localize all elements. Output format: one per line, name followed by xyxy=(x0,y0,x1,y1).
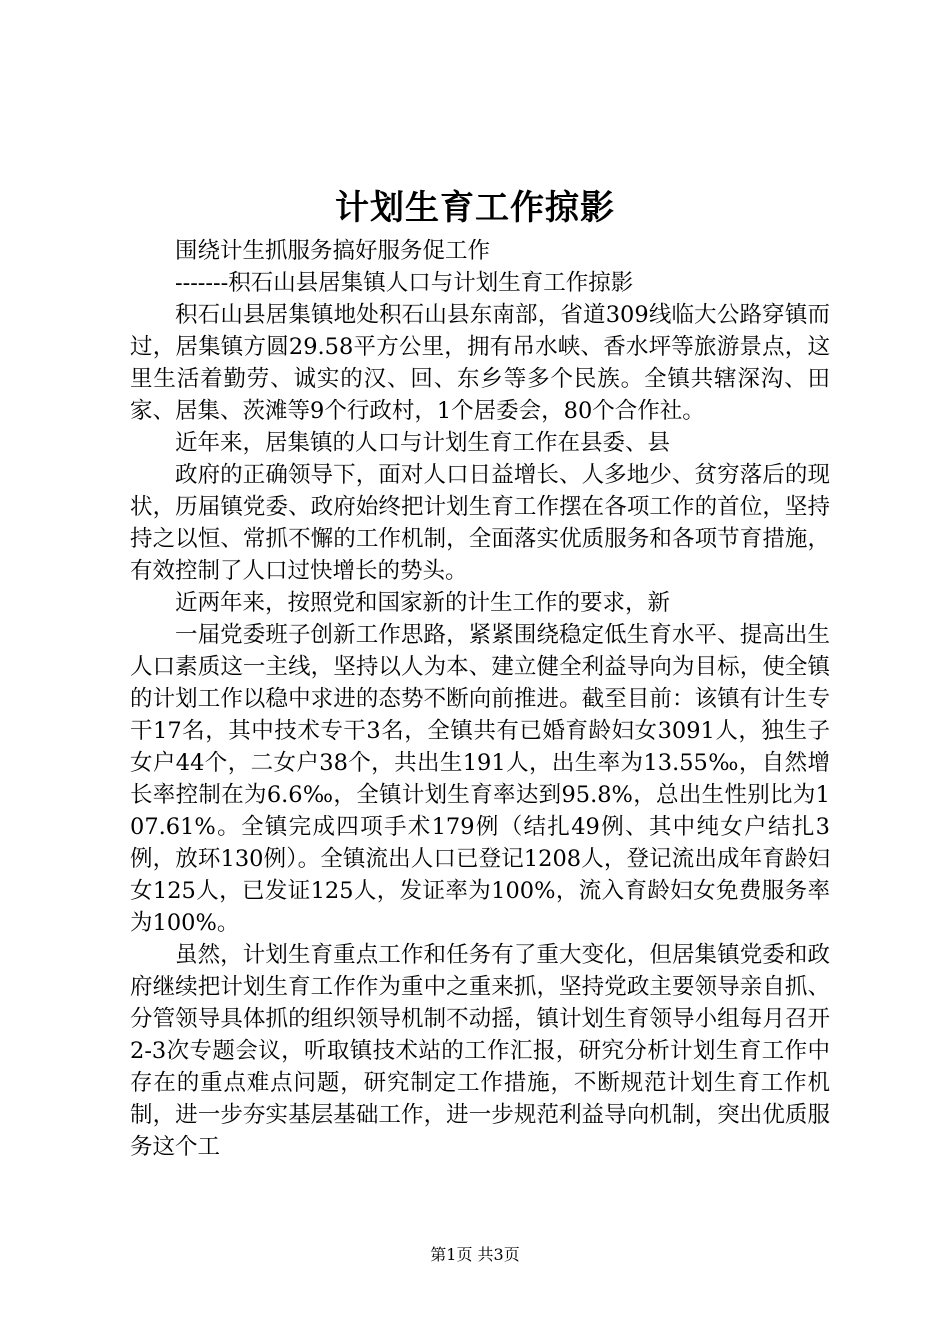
page-footer: 第1页 共3页 xyxy=(430,1245,520,1264)
paragraph: 虽然，计划生育重点工作和任务有了重大变化，但居集镇党委和政府继续把计划生育工作作为重中之重来抓，坚持党政主要领导亲自抓、分管领导具体抓的组织领导机制不动摇，镇计划生育领导小组每月召开2-3次专题会议，听取镇技术站的工作汇报，研究分析计划生育工作中存在的重点难点问题，研究制定工作措施，不断规范计划生育工作机制，进一步夯实基层基础工作，进一步规范利益导向机制，突出优质服务这个工 xyxy=(130,942,830,1160)
paragraph: 近两年来，按照党和国家新的计生工作的要求，新 xyxy=(175,590,671,616)
paragraph: 近年来，居集镇的人口与计划生育工作在县委、县 xyxy=(175,430,671,456)
paragraph: 政府的正确领导下，面对人口日益增长、人多地少、贫穷落后的现状，历届镇党委、政府始终把计划生育工作摆在各项工作的首位，坚持持之以恒、常抓不懈的工作机制，全面落实优质服务和各项节育措施，有效控制了人口过快增长的势头。 xyxy=(130,462,830,584)
document-title: 计划生育工作掠影 xyxy=(335,188,615,228)
paragraph: 积石山县居集镇地处积石山县东南部，省道309线临大公路穿镇而过，居集镇方圆29.58平方公里，拥有吊水峡、香水坪等旅游景点，这里生活着勤劳、诚实的汉、回、东乡等多个民族。全镇共辖深沟、田家、居集、茨滩等9个行政村，1个居委会，80个合作社。 xyxy=(130,302,830,424)
paragraph: 一届党委班子创新工作思路，紧紧围绕稳定低生育水平、提高出生人口素质这一主线，坚持以人为本、建立健全利益导向为目标，使全镇的计划工作以稳中求进的态势不断向前推进。截至目前：该镇有计生专干17名，其中技术专干3名，全镇共有已婚育龄妇女3091人，独生子女户44个，二女户38个，共出生191人，出生率为13.55‰，自然增长率控制在为6.6‰，全镇计划生育率达到95.8%，总出生性别比为107.61%。全镇完成四项手术179例（结扎49例、其中纯女户结扎3例，放环130例）。全镇流出人口已登记1208人，登记流出成年育龄妇女125人，已发证125人，发证率为100%，流入育龄妇女免费服务率为100%。 xyxy=(130,622,830,936)
paragraph-subtitle: 围绕计生抓服务搞好服务促工作 xyxy=(175,238,491,264)
paragraph-subheading: -------积石山县居集镇人口与计划生育工作掠影 xyxy=(175,270,634,296)
document-body xyxy=(130,235,830,1163)
